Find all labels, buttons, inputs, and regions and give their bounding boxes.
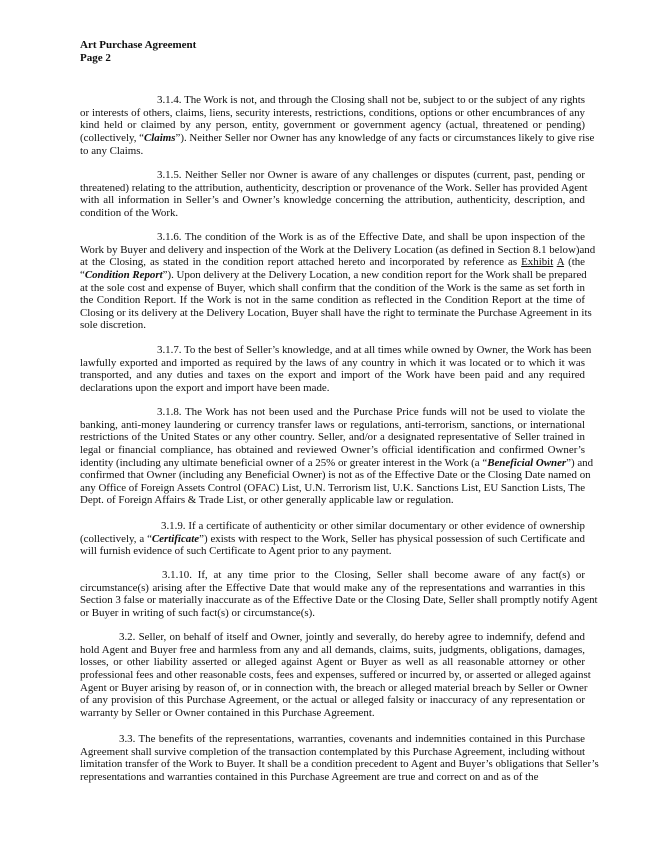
text-run: condition of the Work. — [80, 206, 179, 219]
defined-term: Beneficial Owner — [487, 456, 567, 469]
paragraph-line — [80, 294, 585, 307]
paragraph-line — [80, 482, 585, 495]
defined-term: Certificate — [151, 532, 200, 545]
text-run: 3.1.6. The condition of the Work is as of the Effective Date, and shall be upon inspection of the — [157, 231, 585, 243]
paragraph-line — [80, 694, 585, 707]
paragraph-line — [80, 145, 585, 158]
text-run: Dept. of Foreign Affairs & Trade List, or other generally applicable law or regulation. — [80, 494, 454, 507]
paragraph-3-1-9 — [80, 520, 585, 558]
text-run: kind held or claimed by any person, entity, government or government agency (actual, threatened or pending) — [80, 119, 585, 132]
defined-term: Condition Report — [84, 268, 163, 281]
paragraph-3-2 — [80, 631, 591, 719]
text-run: 3.1.7. To the best of Seller’s knowledge, and at all times while owned by Owner, the Work has been — [157, 344, 592, 356]
paragraph-3-1-6 — [80, 231, 596, 332]
paragraph-line — [80, 520, 585, 533]
text-run: legal or financial compliance, has obtained and reviewed Owner’s official identification and confirmed Owner’s — [80, 443, 585, 456]
paragraph-line — [80, 319, 585, 332]
paragraph-line — [80, 746, 585, 759]
text-run: of any provision of this Purchase Agreement, or the actual or alleged falsity or inaccuracy of any representation or — [80, 694, 585, 707]
text-run: ”). Neither Seller nor Owner has any knowledge of any facts or circumstances likely to give rise — [175, 131, 595, 144]
paragraph-line — [80, 169, 585, 182]
paragraph-line — [80, 194, 585, 207]
paragraph-line — [80, 207, 585, 220]
paragraph-line — [80, 357, 585, 370]
text-run: (collectively, a “ — [80, 532, 152, 545]
page-number: Page 2 — [80, 52, 111, 64]
paragraph-line — [80, 533, 585, 546]
text-run: identity (including any ultimate beneficial owner of a 25% or greater interest in the Work (a “ — [80, 456, 488, 469]
text-run: with all information in Seller’s and Owner’s knowledge concerning the attribution, authenticity, description, and — [80, 194, 585, 207]
paragraph-line — [80, 269, 585, 282]
text-run: 3.1.8. The Work has not been used and the Purchase Price funds will not be used to violate the — [157, 406, 585, 418]
text-run: representations and warranties contained in this Purchase Agreement are true and correct on and as of the — [80, 770, 539, 783]
paragraph-line — [80, 419, 585, 432]
paragraph-line — [80, 444, 585, 457]
text-run: ”) and — [566, 456, 594, 469]
text-run: (collectively, “ — [80, 131, 144, 144]
document-title: Art Purchase Agreement — [80, 39, 197, 51]
paragraph-3-1-8 — [80, 406, 594, 507]
text-run: circumstance(s) arising after the Effective Date that would make any of the representations and warranties in this — [80, 581, 585, 594]
paragraph-line — [80, 758, 599, 771]
text-run: sole discretion. — [80, 319, 146, 332]
paragraph-line — [80, 119, 585, 132]
text-run: (the — [563, 256, 585, 269]
text-run: 3.3. The benefits of the representations, warranties, covenants and indemnities contained in this Purchase — [119, 733, 585, 745]
text-run: confirmed that Owner (including any Beneficial Owner) is not as of the Effective Date or the Closing Date named on — [80, 469, 591, 482]
text-run: the Condition Report. If the Work is not in the same condition as reflected in the Condition Report at the time of — [80, 294, 585, 307]
paragraph-line — [80, 494, 585, 507]
text-run: transported, and any duties and taxes on the export and import of the Work have been paid and any required — [80, 369, 585, 382]
paragraph-3-1-10 — [80, 569, 598, 620]
paragraph-line — [80, 131, 595, 145]
paragraph-line — [80, 668, 591, 682]
text-run: banking, anti-money laundering or currency transfer laws or regulations, anti-terrorism, sanctions, or international — [80, 418, 585, 431]
paragraph-line — [80, 607, 585, 620]
text-run: at the sole cost and expense of Buyer, which shall confirm that the condition of the Work is the same as set forth in — [80, 281, 585, 294]
paragraph-line — [80, 369, 585, 382]
paragraph-line — [80, 656, 585, 669]
paragraph-line — [80, 243, 596, 257]
exhibit-reference: Exhibit — [521, 256, 554, 269]
paragraph-line — [80, 181, 588, 195]
text-run: Agent or Buyer arising by reason of, or in connection with, the breach or alleged material breach by Seller or Owner — [80, 681, 588, 694]
text-run: to any Claims. — [80, 144, 144, 157]
text-run: limitation transfer of the Work to Buyer. It shall be a condition precedent to Agent and Buyer’s obligations that Seller’s — [80, 758, 599, 771]
paragraph-line — [80, 456, 594, 470]
text-run: or interests of others, claims, liens, security interests, restrictions, conditions, options or other encumbrances of any — [80, 106, 585, 119]
text-run: restrictions of the United States or any other country. Seller, and/or a designated representative of Seller trained in — [80, 431, 585, 444]
paragraph-line — [80, 681, 588, 695]
text-run: Closing or its delivery at the Delivery Location, Buyer shall have the right to terminate the Purchase Agreement in its — [80, 306, 592, 319]
text-run: declarations upon the export and import have been made. — [80, 381, 330, 394]
paragraph-line — [80, 631, 585, 644]
paragraph-line — [80, 771, 585, 784]
paragraph-line — [80, 382, 585, 395]
paragraph-line — [80, 733, 585, 746]
paragraph-line — [80, 256, 585, 269]
paragraph-3-3 — [80, 733, 599, 784]
paragraph-line — [80, 107, 585, 120]
text-run: losses, or other liability asserted or alleged against Agent or Buyer as well as all reasonable attorney or other — [80, 656, 585, 669]
text-run: threatened) relating to the attribution, authenticity, description or provenance of the Work. Seller has provided Agent — [80, 181, 588, 194]
text-run: 3.1.9. If a certificate of authenticity or other similar documentary or other evidence of ownership — [161, 520, 585, 532]
text-run: 3.1.5. Neither Seller nor Owner is aware of any challenges or disputes (current, past, pending or — [157, 169, 585, 181]
text-run: any Office of Foreign Assets Control (OFAC) List, U.N. Terrorism list, U.K. Sanctions List, EU Sanction Lists, The — [80, 481, 586, 494]
paragraph-3-1-5 — [80, 169, 588, 220]
text-run: 3.1.4. The Work is not, and through the Closing shall not be, subject to or the subject of any rights — [157, 94, 585, 106]
paragraph-line — [80, 94, 585, 107]
text-run: or Buyer in writing of such fact(s) or circumstance(s). — [80, 606, 315, 619]
paragraph-line — [80, 431, 585, 444]
paragraph-line — [80, 594, 598, 607]
text-run: Agreement shall survive completion of the transaction contemplated by this Purchase Agreement, including without — [80, 745, 586, 758]
paragraph-line — [80, 545, 585, 558]
text-run: will furnish evidence of such Certificate to Agent prior to any payment. — [80, 545, 392, 558]
paragraph-line — [80, 582, 585, 595]
paragraph-line — [80, 306, 592, 320]
text-run: hold Agent and Buyer free and harmless from any and all demands, claims, suits, judgments, obligations, damages, — [80, 643, 585, 656]
text-run: Section 3 false or materially inaccurate as of the Effective Date or the Closing Date, Seller shall promptly notify Agent — [80, 594, 598, 607]
text-run: ”). Upon delivery at the Delivery Location, a new condition report for the Work shall be prepared — [162, 268, 587, 281]
paragraph-line — [80, 644, 585, 657]
paragraph-3-1-4 — [80, 94, 595, 157]
paragraph-line — [80, 707, 585, 720]
text-run: ”) exists with respect to the Work, Seller has physical possession of such Certificate and — [199, 532, 585, 545]
exhibit-reference: A — [556, 256, 564, 269]
paragraph-line — [80, 569, 585, 582]
paragraph-line — [80, 406, 585, 419]
text-run: lawfully exported and imported as required by the laws of any country in which it was located or to which it was — [80, 356, 585, 369]
paragraph-line — [80, 282, 585, 295]
paragraph-line — [80, 344, 592, 357]
text-run: warranty by Seller or Owner contained in this Purchase Agreement. — [80, 706, 375, 719]
paragraph-line — [80, 469, 591, 482]
text-run: Work by Buyer and delivery and inspection of the Work at the Delivery Location (as defined in Section 8.1 below)and — [80, 243, 596, 256]
paragraph-line — [80, 231, 585, 244]
defined-term: Claims — [144, 131, 176, 144]
text-run: 3.1.10. If, at any time prior to the Closing, Seller shall become aware of any fact(s) or — [162, 569, 585, 581]
text-run: at the Closing, as stated in the condition report attached hereto and incorporated by reference as — [80, 256, 522, 269]
text-run: “ — [80, 268, 85, 281]
paragraph-3-1-7 — [80, 344, 592, 395]
text-run: professional fees and other reasonable costs, fees and expenses, suffered or incurred by, or asserted or alleged against — [80, 668, 591, 681]
text-run: 3.2. Seller, on behalf of itself and Owner, jointly and severally, do hereby agree to indemnify, defend and — [119, 631, 585, 643]
